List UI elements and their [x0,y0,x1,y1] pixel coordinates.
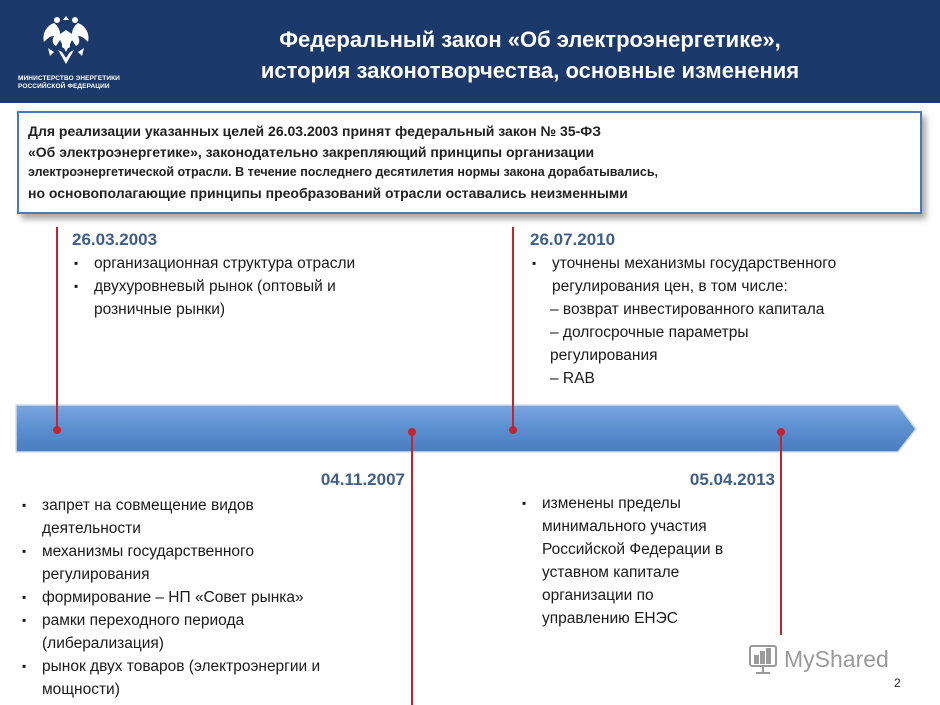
marker-dot-2010 [509,426,517,434]
event-2007 [20,468,405,701]
list-item [20,540,405,586]
list-item-text: регулирования цен, в том числе: [552,278,788,295]
watermark-text: MyShared [784,646,889,672]
intro-line: электроэнергетической отрасли. В течение последнего десятилетия нормы закона дорабатывались, [28,165,658,179]
list-item-text: механизмы государственного [42,543,254,560]
intro-line: но основополагающие принципы преобразований отрасли оставались неизменными [28,184,628,201]
list-item-text: – RAB [550,370,595,387]
list-item-text: – возврат инвестированного капитала [550,301,825,318]
list-item-text: регулирования [550,347,658,364]
list-item [530,252,930,298]
list-item [20,494,405,540]
list-item-text: деятельности [42,520,141,537]
list-item [20,655,405,701]
list-item-text: рамки переходного периода [42,612,245,629]
event-date: 26.07.2010 [530,230,616,249]
list-item-text: уставном капитале [542,564,680,581]
ministry-name: МИНИСТЕРСТВО ЭНЕРГЕТИКИ РОССИЙСКОЙ ФЕДЕРАЦИИ [18,75,120,90]
list-item-text: организационная структура отрасли [94,255,356,272]
list-item-text: формирование – НП «Совет рынка» [42,589,304,606]
intro-line: «Об электроэнергетике», законодательно закрепляющий принципы организации [28,143,595,160]
bullet-icon: ▪ [22,659,27,673]
bullet-icon: ▪ [532,256,537,270]
intro-line: Для реализации указанных целей 26.03.2003 принят федеральный закон № 35-ФЗ [28,123,602,139]
list-item-text: рынок двух товаров (электроэнергии и [42,658,321,675]
list-item-text: уточнены механизмы государственного [552,255,837,272]
marker-dot-2007 [408,428,416,436]
event-date: 05.04.2013 [689,470,775,489]
list-item [530,321,930,367]
event-item-list [72,252,492,321]
list-item [20,586,405,609]
list-item-text: изменены пределы [542,495,681,512]
bullet-icon: ▪ [22,590,27,604]
event-date: 04.11.2007 [320,470,405,489]
list-item [520,492,775,630]
bullet-icon: ▪ [22,544,27,558]
page-number: 2 [894,676,901,690]
event-2010 [530,228,930,390]
marker-dot-2013 [777,428,785,436]
event-date: 26.03.2003 [72,230,158,249]
list-item [72,252,492,275]
list-item-text: (либерализация) [42,635,164,652]
list-item-text: мощности) [42,681,120,698]
event-item-list [530,252,930,390]
page-title: Федеральный закон «Об электроэнергетике», история законотворчества, основные изменения [260,27,800,83]
list-item-text: организации по [542,587,654,604]
marker-dot-2003 [53,426,61,434]
bullet-icon: ▪ [74,279,79,293]
list-item-text: – долгосрочные параметры [550,324,749,341]
list-item-text: запрет на совмещение видов [42,497,254,514]
list-item [530,298,930,321]
bullet-icon: ▪ [74,256,79,270]
event-item-list [20,494,405,701]
list-item-text: минимального участия [542,518,707,535]
list-item [72,275,492,321]
list-item-text: розничные рынки) [94,301,226,318]
bullet-icon: ▪ [22,498,27,512]
list-item-text: управлению ЕНЭС [542,610,678,627]
event-item-list [520,492,775,630]
presentation-icon [750,646,776,673]
list-item-text: Российской Федерации в [542,541,724,558]
event-2003 [72,228,492,321]
list-item [530,367,930,390]
bullet-icon: ▪ [22,613,27,627]
list-item-text: двухуровневый рынок (оптовый и [94,278,336,295]
list-item [20,609,405,655]
bullet-icon: ▪ [522,496,527,510]
event-2013 [520,468,775,630]
myshared-watermark [746,640,906,678]
list-item-text: регулирования [42,566,150,583]
